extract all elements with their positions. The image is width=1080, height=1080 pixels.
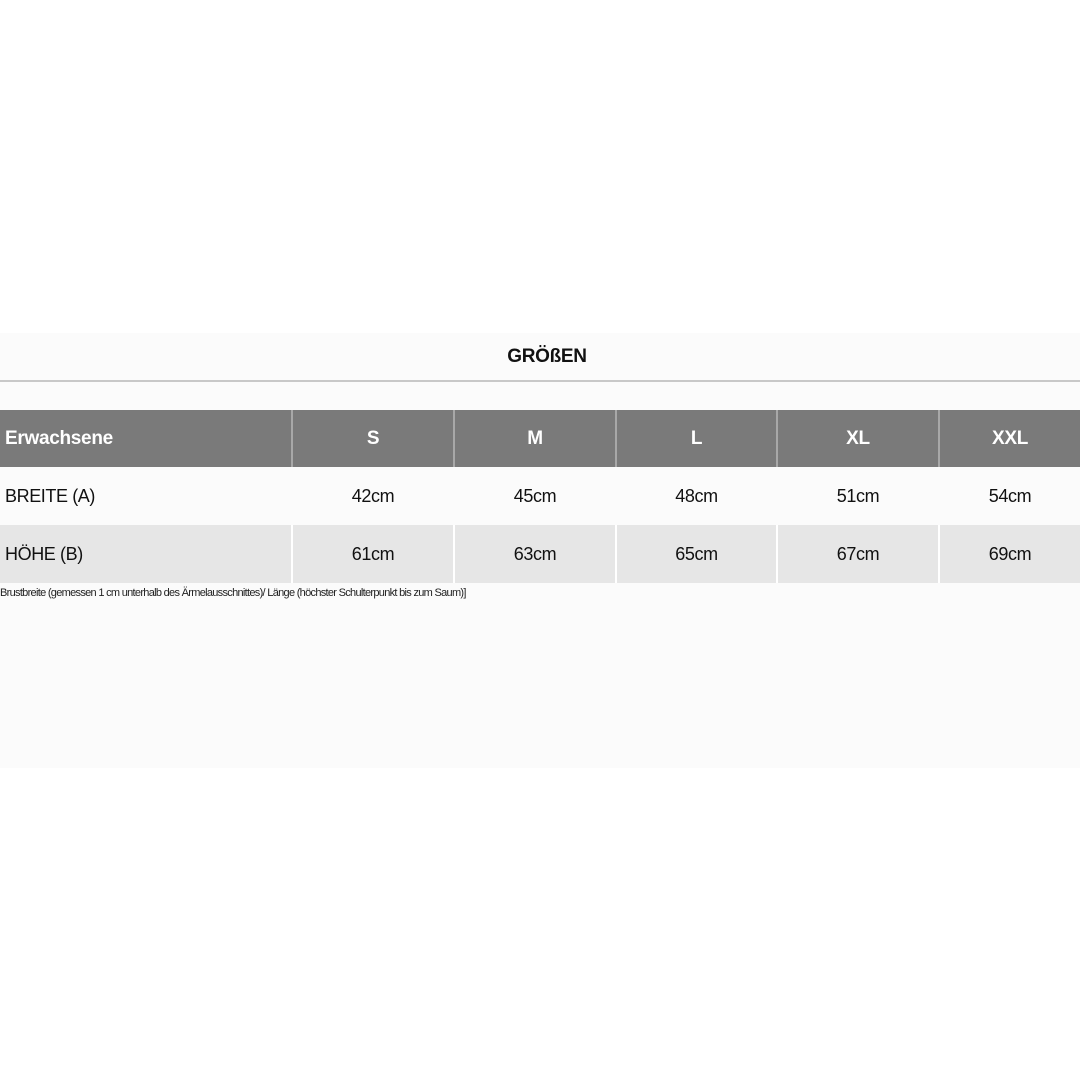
table-cell: 67cm <box>777 525 939 583</box>
header-cell-size-xxl: XXL <box>939 410 1080 467</box>
table-cell: 65cm <box>616 525 777 583</box>
table-cell: 61cm <box>292 525 454 583</box>
table-cell: 48cm <box>616 467 777 525</box>
header-cell-category: Erwachsene <box>0 410 292 467</box>
size-chart-panel <box>0 333 1080 768</box>
header-cell-size-xl: XL <box>777 410 939 467</box>
page-title: GRÖßEN <box>507 346 587 367</box>
row-label-height: HÖHE (B) <box>0 525 292 583</box>
table-cell: 51cm <box>777 467 939 525</box>
table-cell: 45cm <box>454 467 616 525</box>
header-cell-size-s: S <box>292 410 454 467</box>
measurement-footnote: Brustbreite (gemessen 1 cm unterhalb des Ärmelausschnittes)/ Länge (höchster Schulterpunkt bis zum Saum)] <box>0 587 466 599</box>
table-cell: 69cm <box>939 525 1080 583</box>
title-divider <box>0 380 1080 382</box>
row-label-width: BREITE (A) <box>0 467 292 525</box>
header-cell-size-m: M <box>454 410 616 467</box>
table-header-row <box>0 410 1080 467</box>
size-table <box>0 410 1080 583</box>
table-cell: 42cm <box>292 467 454 525</box>
header-cell-size-l: L <box>616 410 777 467</box>
table-cell: 54cm <box>939 467 1080 525</box>
table-row <box>0 467 1080 525</box>
table-cell: 63cm <box>454 525 616 583</box>
table-row <box>0 525 1080 583</box>
